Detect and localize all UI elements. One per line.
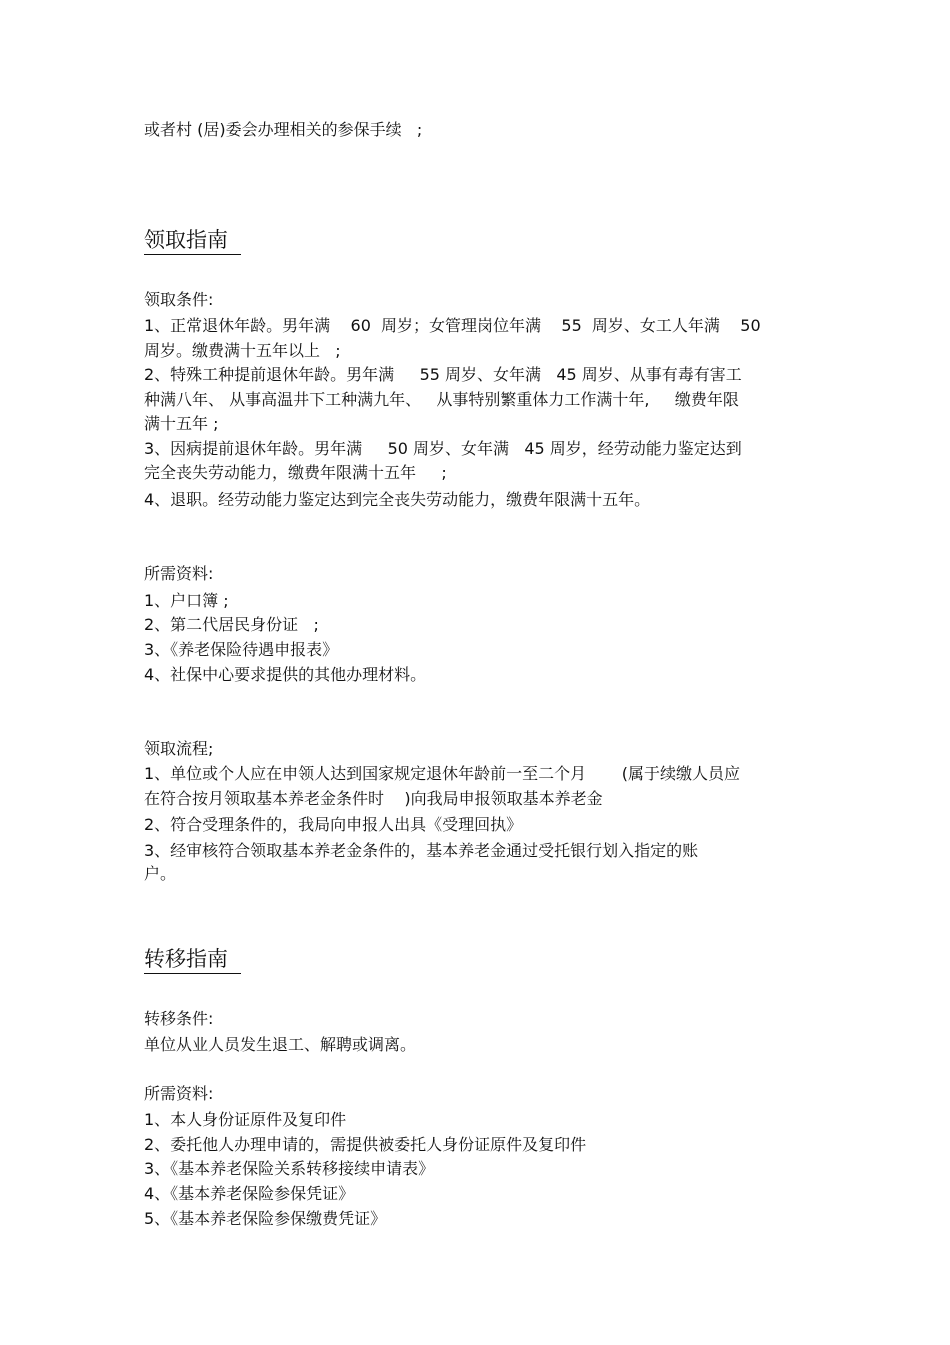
process-line: 1、单位或个人应在申领人达到国家规定退休年龄前一至二个月 (属于续缴人员应	[144, 764, 741, 783]
process-line: 在符合按月领取基本养老金条件时 )向我局申报领取基本养老金	[144, 789, 603, 808]
conditions-line: 周岁。缴费满十五年以上 ;	[144, 341, 341, 360]
process-line: 户。	[144, 864, 177, 883]
transfer-materials-line: 1、本人身份证原件及复印件	[144, 1110, 347, 1129]
transfer-conditions-line: 单位从业人员发生退工、解聘或调离。	[144, 1035, 417, 1054]
transfer-materials-line: 4、《基本养老保险参保凭证》	[144, 1184, 355, 1203]
transfer-materials-line: 2、委托他人办理申请的，需提供被委托人身份证原件及复印件	[144, 1135, 587, 1154]
transfer-conditions-label: 转移条件:	[144, 1009, 214, 1028]
conditions-line: 完全丧失劳动能力，缴费年限满十五年 ;	[144, 463, 447, 482]
conditions-line: 3、因病提前退休年龄。男年满 50 周岁、女年满 45 周岁，经劳动能力鉴定达到	[144, 439, 742, 458]
conditions-line: 4、退职。经劳动能力鉴定达到完全丧失劳动能力，缴费年限满十五年。	[144, 490, 651, 509]
conditions-label: 领取条件:	[144, 290, 214, 309]
transfer-materials-line: 3、《基本养老保险关系转移接续申请表》	[144, 1159, 435, 1178]
process-label: 领取流程;	[144, 739, 214, 758]
conditions-line: 2、特殊工种提前退休年龄。男年满 55 周岁、女年满 45 周岁、从事有毒有害工	[144, 365, 742, 384]
materials-line: 4、社保中心要求提供的其他办理材料。	[144, 665, 427, 684]
materials-line: 1、户口簿 ;	[144, 591, 229, 610]
conditions-line: 1、正常退休年龄。男年满 60 周岁；女管理岗位年满 55 周岁、女工人年满 50	[144, 316, 761, 335]
intro-text: 或者村 (居)委会办理相关的参保手续 ;	[144, 120, 423, 139]
transfer-materials-line: 5、《基本养老保险参保缴费凭证》	[144, 1209, 387, 1228]
conditions-line: 种满八年、 从事高温井下工种满九年、 从事特别繁重体力工作满十年, 缴费年限	[144, 390, 739, 409]
materials-label: 所需资料:	[144, 564, 214, 583]
section-heading-transfer: 转移指南	[144, 946, 241, 974]
process-line: 2、符合受理条件的，我局向申报人出具《受理回执》	[144, 815, 523, 834]
section-heading-receive: 领取指南	[144, 227, 241, 255]
materials-line: 2、第二代居民身份证 ;	[144, 615, 319, 634]
materials-line: 3、《养老保险待遇申报表》	[144, 640, 339, 659]
conditions-line: 满十五年 ;	[144, 414, 219, 433]
transfer-materials-label: 所需资料:	[144, 1084, 214, 1103]
process-line: 3、经审核符合领取基本养老金条件的，基本养老金通过受托银行划入指定的账	[144, 841, 699, 860]
